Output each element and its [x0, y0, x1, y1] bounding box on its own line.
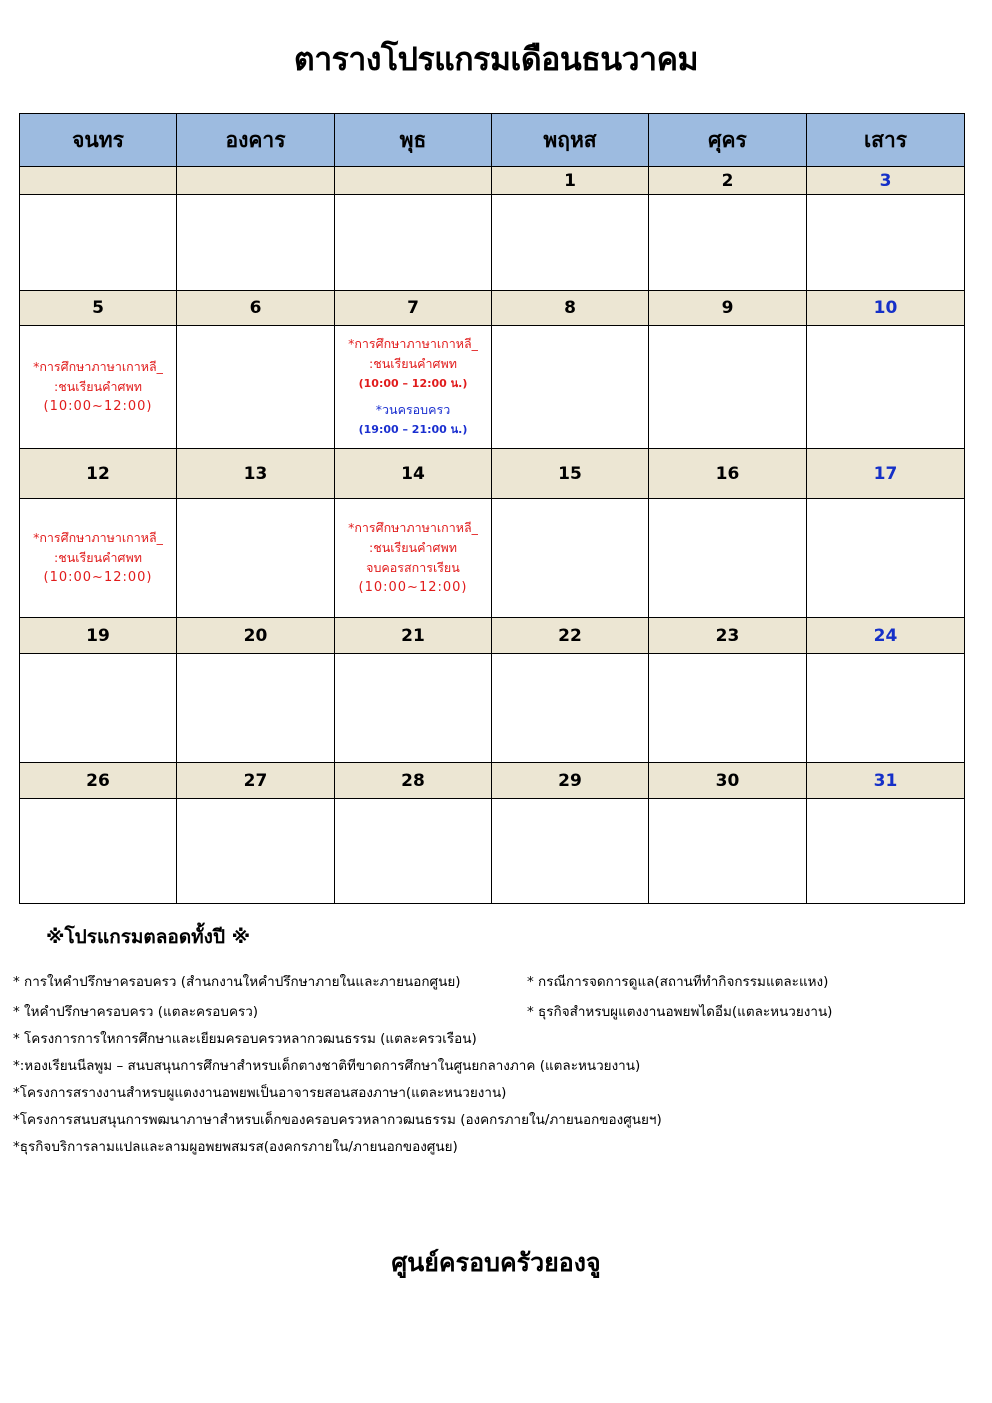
day-number: 22 [492, 618, 649, 654]
event-line: (19:00 – 21:00 น.) [358, 423, 468, 436]
day-number: 6 [177, 291, 335, 326]
day-cell [492, 499, 649, 618]
program-item-right: * ธุรกิจสำหรบผูแตงงานอพยพไดอีม(แตละหนวยงาน) [527, 1004, 833, 1020]
day-number: 30 [649, 763, 807, 799]
event-line: *การศึกษาภาษาเกาหลี_ [33, 359, 163, 374]
weekday-thursday: พฤหส [492, 114, 649, 167]
program-item: * โครงการการใหการศึกษาและเยียมครอบครวหลากวฒนธรรม (แตละครวเรือน) [13, 1031, 477, 1047]
day-number: 31 [807, 763, 965, 799]
day-cell [492, 654, 649, 763]
day-number [177, 167, 335, 195]
day-number: 7 [335, 291, 492, 326]
events-row [20, 326, 965, 449]
day-number: 14 [335, 449, 492, 499]
date-row [20, 763, 965, 799]
day-number [335, 167, 492, 195]
events-row [20, 654, 965, 763]
date-row [20, 291, 965, 326]
calendar-body [20, 114, 965, 904]
event-line: *การศึกษาภาษาเกาหลี_ [348, 520, 478, 535]
event-line: :ชนเรียนคำศพท [369, 540, 457, 555]
day-cell [20, 654, 177, 763]
program-item-right: * กรณีการจดการดูแล(สถานทีทำกิจกรรมแตละแหง) [527, 974, 829, 990]
day-number: 23 [649, 618, 807, 654]
day-cell [807, 499, 965, 618]
footer-organization: ศูนย์ครอบครัวยองจู [391, 1248, 601, 1277]
day-cell [649, 195, 807, 291]
weekday-tuesday: องคาร [177, 114, 335, 167]
day-number: 28 [335, 763, 492, 799]
day-number: 20 [177, 618, 335, 654]
day-cell [335, 195, 492, 291]
events-row [20, 195, 965, 291]
day-cell [335, 654, 492, 763]
day-cell [177, 326, 335, 449]
event-line: (10:00~12:00) [358, 580, 468, 595]
event-line: :ชนเรียนคำศพท [54, 379, 142, 394]
day-cell [20, 799, 177, 904]
day-number: 17 [807, 449, 965, 499]
program-heading: ※โปรแกรมตลอดทั้งปี ※ [46, 926, 251, 948]
program-item: *โครงการสรางงานสำหรบผูแตงงานอพยพเป็นอาจารยสอนสองภาษา(แตละหนวยงาน) [13, 1085, 507, 1101]
day-cell [649, 499, 807, 618]
event-line: จบคอรสการเรียน [366, 560, 460, 575]
day-cell [492, 195, 649, 291]
day-number: 16 [649, 449, 807, 499]
day-cell [335, 326, 492, 449]
day-number: 29 [492, 763, 649, 799]
day-cell [177, 654, 335, 763]
calendar-table [19, 113, 965, 904]
event-line: *วนครอบครว [375, 402, 451, 417]
event-line: *การศึกษาภาษาเกาหลี_ [33, 530, 163, 545]
day-number [20, 167, 177, 195]
weekday-monday: จนทร [20, 114, 177, 167]
day-cell [807, 654, 965, 763]
day-cell [649, 654, 807, 763]
events-row [20, 799, 965, 904]
day-cell [177, 799, 335, 904]
day-cell [807, 799, 965, 904]
day-cell [649, 799, 807, 904]
program-item: *:หองเรียนนีลพูม – สนบสนุนการศึกษาสำหรบเด็กตางชาติทีขาดการศึกษาในศูนยกลางภาค (แตละหนวยงาน) [13, 1058, 641, 1074]
program-item: *โครงการสนบสนุนการพฒนาภาษาสำหรบเด็กของครอบครวหลากวฒนธรรม (องคกรภายใน/ภายนอกของศูนยฯ) [13, 1112, 662, 1128]
day-cell [177, 499, 335, 618]
event-line: (10:00~12:00) [43, 399, 153, 414]
day-number: 8 [492, 291, 649, 326]
day-cell [492, 326, 649, 449]
day-number: 12 [20, 449, 177, 499]
event-line: :ชนเรียนคำศพท [54, 550, 142, 565]
events-row [20, 499, 965, 618]
day-cell [335, 499, 492, 618]
day-cell [20, 499, 177, 618]
day-cell [20, 195, 177, 291]
event-line: (10:00 – 12:00 น.) [358, 377, 468, 390]
day-cell [335, 799, 492, 904]
day-number: 15 [492, 449, 649, 499]
date-row [20, 618, 965, 654]
event-line: :ชนเรียนคำศพท [369, 356, 457, 371]
day-number: 27 [177, 763, 335, 799]
weekday-header-row [20, 114, 965, 167]
date-row [20, 449, 965, 499]
day-number: 3 [807, 167, 965, 195]
day-number: 24 [807, 618, 965, 654]
event-line: *การศึกษาภาษาเกาหลี_ [348, 336, 478, 351]
day-cell [20, 326, 177, 449]
day-cell [177, 195, 335, 291]
program-item: * ใหคำปรึกษาครอบครว (แตละครอบครว) [13, 1004, 259, 1020]
weekday-saturday: เสาร [807, 114, 965, 167]
day-cell [807, 326, 965, 449]
program-item: *ธุรกิจบริการลามแปลและลามผูอพยพสมรส(องคกรภายใน/ภายนอกของศูนย) [13, 1139, 458, 1155]
day-number: 1 [492, 167, 649, 195]
date-row [20, 167, 965, 195]
day-cell [807, 195, 965, 291]
day-cell [492, 799, 649, 904]
day-number: 26 [20, 763, 177, 799]
day-number: 21 [335, 618, 492, 654]
page-title: ตารางโปรแกรมเดือนธนวาคม [293, 40, 699, 78]
day-number: 13 [177, 449, 335, 499]
weekday-wednesday: พุธ [335, 114, 492, 167]
day-cell [649, 326, 807, 449]
day-number: 10 [807, 291, 965, 326]
day-number: 5 [20, 291, 177, 326]
day-number: 19 [20, 618, 177, 654]
program-item: * การใหคำปรึกษาครอบครว (สำนกงานใหคำปรึกษาภายในและภายนอกศูนย) [13, 974, 461, 990]
event-line: (10:00~12:00) [43, 570, 153, 585]
weekday-friday: ศุคร [649, 114, 807, 167]
day-number: 2 [649, 167, 807, 195]
day-number: 9 [649, 291, 807, 326]
